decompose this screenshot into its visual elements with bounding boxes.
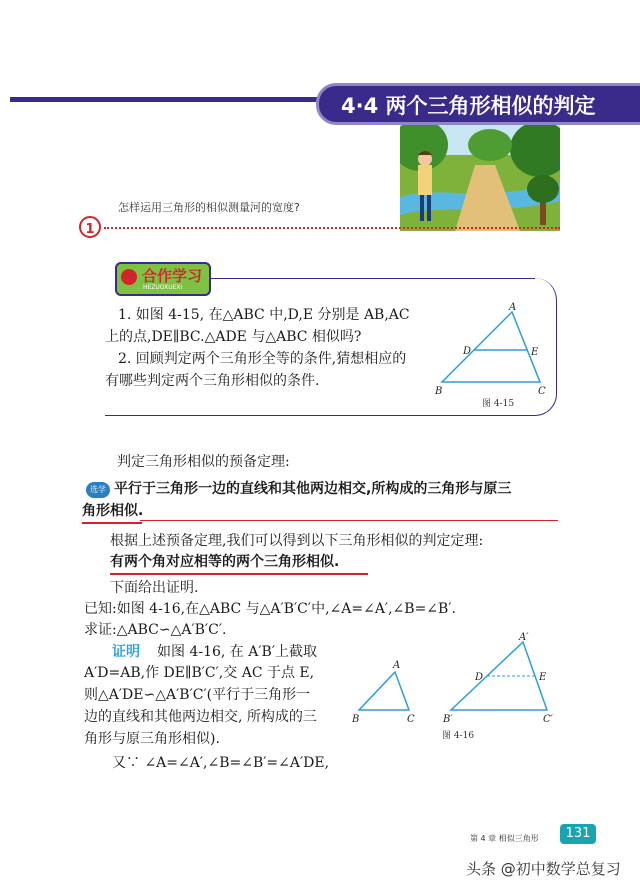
dotted-separator [104,227,560,229]
label-e: E [539,672,547,683]
intro-question: 怎样运用三角形的相似测量河的宽度? [118,201,300,214]
figure-4-15 [430,300,550,412]
pulse-icon [121,269,137,285]
figure-4-15-caption: 图 4-15 [482,399,515,409]
question-1-line-1: 1. 如图 4-15, 在△ABC 中,D,E 分别是 AB,AC [118,307,410,323]
label-c: C [538,386,546,397]
proof-line-5: 角形与原三角形相似). [84,731,220,747]
label-d: D [463,346,472,357]
theorem-statement-line-2: 角形相似. [82,500,142,524]
label-b: B [435,386,443,397]
elective-badge: 选学 [86,482,110,498]
triangle-abc-small [359,672,409,710]
proof-given: 已知:如图 4-16,在△ABC 与△A′B′C′中,∠A=∠A′,∠B=∠B′. [84,601,456,617]
label-b-small: B [352,714,360,725]
label-a-small: A [393,660,401,671]
cooperate-box-top-rule [210,278,535,279]
step-number-badge: 1 [79,216,101,238]
watermark: 头条 @初中数学总复习 [466,860,621,878]
proof-intro: 下面给出证明. [110,580,199,596]
judgement-statement: 有两个角对应相等的两个三角形相似. [110,551,368,575]
theorem-underline [140,520,558,521]
theorem-statement-line-1: 平行于三角形一边的直线和其他两边相交,所构成的三角形与原三 [114,481,512,497]
proof-line-3: 则△A′DE∽△A′B′C′(平行于三角形一 [84,687,311,703]
label-c-prime: C′ [543,714,553,725]
theorem-intro: 判定三角形相似的预备定理: [117,454,290,470]
river-illustration [400,125,560,231]
chapter-label: 第 4 章 相似三角形 [470,834,539,843]
proof-line-1: 如图 4-16, 在 A′B′上截取 [157,644,318,660]
proof-line-4: 边的直线和其他两边相交, 所构成的三 [84,709,317,725]
label-a-prime: A′ [519,632,529,643]
page-number: 131 [560,824,596,844]
header-rule [10,97,330,102]
label-b-prime: B′ [443,714,453,725]
question-2-line-2: 有哪些判定两个三角形相似的条件. [105,373,320,389]
proof-line-2: A′D=AB,作 DE∥B′C′,交 AC 于点 E, [84,665,315,681]
cooperate-pinyin: HEZUOXUEXI [143,284,183,291]
label-d: D [475,672,484,683]
label-a: A [509,302,517,313]
cooperate-title-badge [115,262,211,296]
question-2-line-1: 2. 回顾判定两个三角形全等的条件,猜想相应的 [118,351,407,367]
figure-4-16-caption: 图 4-16 [442,731,475,741]
proof-line-6: 又∵ ∠A=∠A′,∠B=∠B′=∠A′DE, [112,755,330,771]
question-1-line-2: 上的点,DE∥BC.△ADE 与△ABC 相似吗? [105,329,362,345]
judgement-lead: 根据上述预备定理,我们可以得到以下三角形相似的判定定理: [110,533,484,549]
proof-label: 证明 [112,644,140,660]
cooperate-title: 合作学习 [142,267,203,285]
label-c-small: C [407,714,415,725]
section-title-banner [316,83,640,125]
section-title: 4·4 两个三角形相似的判定 [341,94,596,118]
triangle-abc [442,312,540,382]
proof-goal: 求证:△ABC∽△A′B′C′. [84,622,227,638]
label-e: E [531,347,539,358]
figure-4-16 [345,630,560,745]
